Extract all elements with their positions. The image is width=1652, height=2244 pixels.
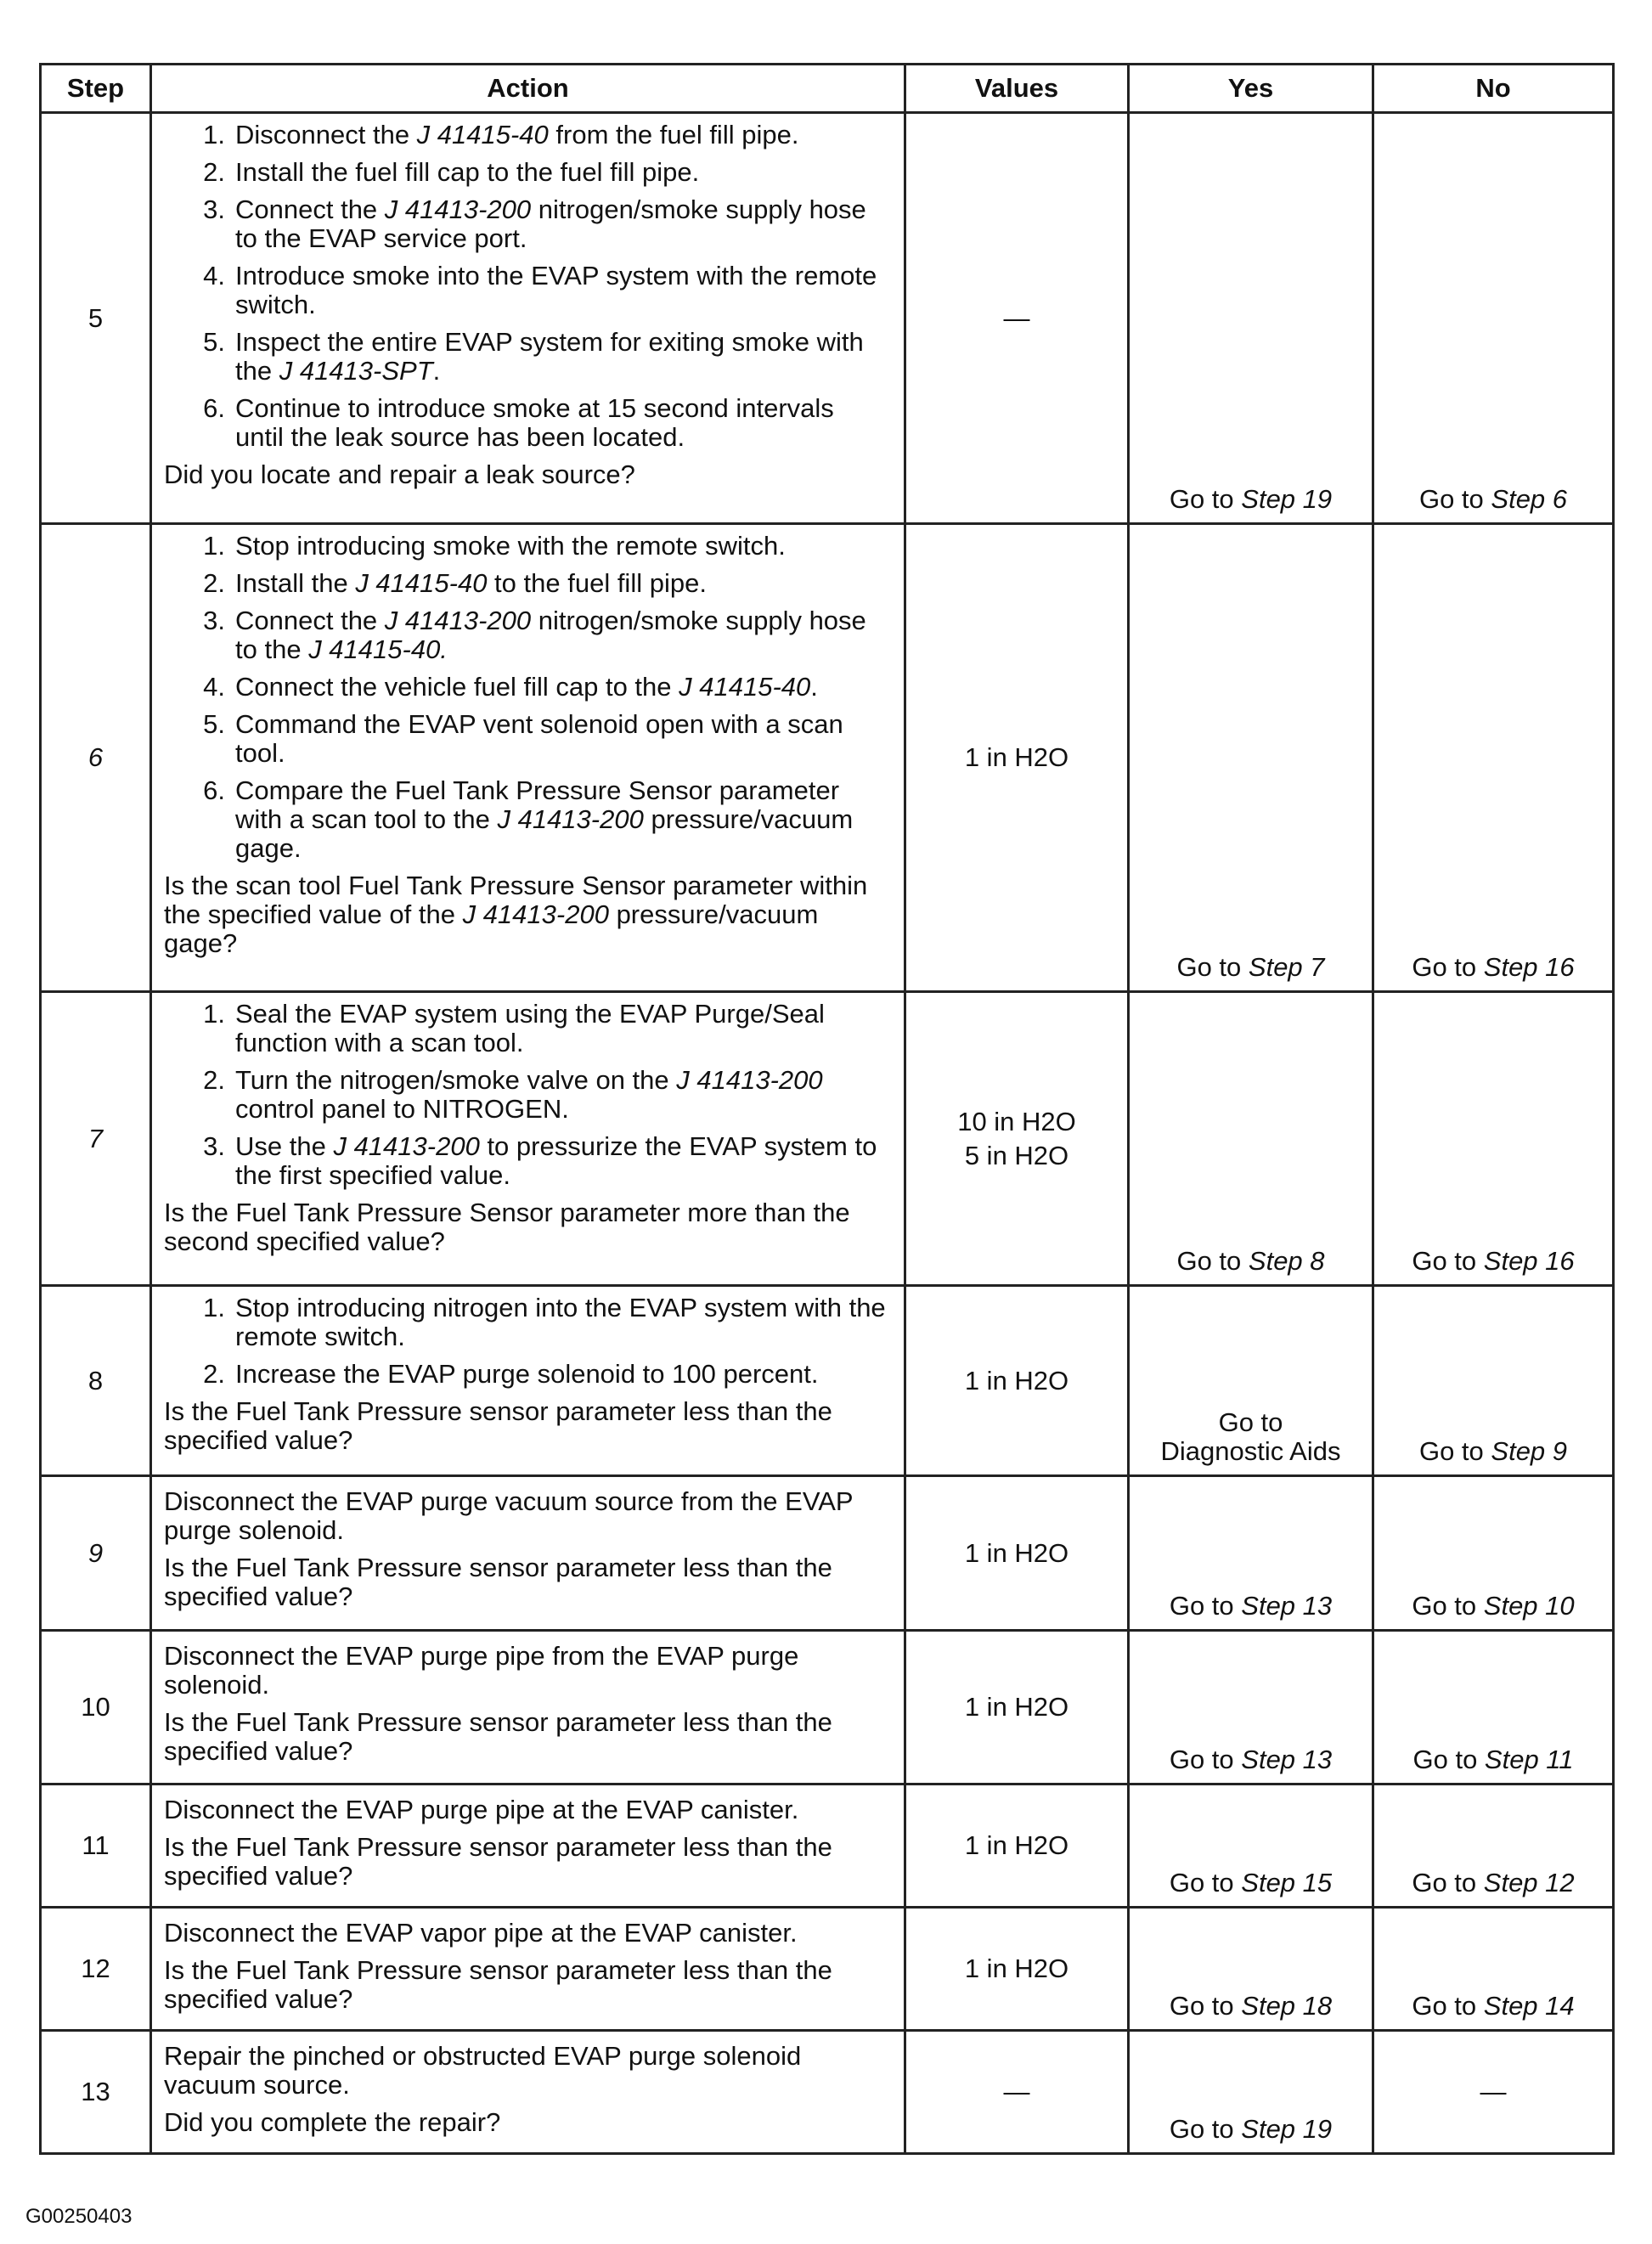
list-item: 4. Introduce smoke into the EVAP system with the remote switch.: [203, 261, 877, 319]
action-cell: [151, 2031, 905, 2154]
table-row: [41, 1784, 1614, 1908]
no-cell: Go to Step 14: [1373, 1908, 1614, 2031]
action-cell: [151, 1908, 905, 2031]
values-cell: —: [905, 113, 1129, 524]
table-row: [41, 1631, 1614, 1784]
no-cell: Go to Step 11: [1373, 1631, 1614, 1784]
header-row: [41, 65, 1614, 113]
question-text: Is the scan tool Fuel Tank Pressure Sensor parameter within the specified value of the J 41413-200 pressure/vacuum gage?: [164, 871, 868, 958]
no-cell: Go to Step 10: [1373, 1476, 1614, 1631]
no-cell: Go to Step 16: [1373, 524, 1614, 992]
table-row: [41, 2031, 1614, 2154]
action-cell: [151, 1476, 905, 1631]
question-text: Is the Fuel Tank Pressure sensor parameter less than the specified value?: [164, 1832, 832, 1891]
diagnostic-table: [39, 63, 1615, 2155]
question-text: Is the Fuel Tank Pressure Sensor parameter more than the second specified value?: [164, 1198, 850, 1256]
yes-cell: Go to Step 18: [1129, 1908, 1373, 2031]
no-cell: Go to Step 16: [1373, 992, 1614, 1286]
yes-cell: Go to Step 13: [1129, 1631, 1373, 1784]
question-text: Is the Fuel Tank Pressure sensor parameter less than the specified value?: [164, 1707, 832, 1766]
no-cell: —: [1373, 2031, 1614, 2154]
list-item: 1. Seal the EVAP system using the EVAP Purge/Seal function with a scan tool.: [203, 999, 825, 1057]
action-cell: [151, 992, 905, 1286]
values-cell: 1 in H2O: [905, 1784, 1129, 1908]
step-number: 6: [41, 524, 151, 992]
no-cell: Go to Step 12: [1373, 1784, 1614, 1908]
question-text: Did you complete the repair?: [164, 2107, 501, 2137]
action-text: Repair the pinched or obstructed EVAP purge solenoid vacuum source.: [164, 2041, 802, 2100]
question-text: Is the Fuel Tank Pressure sensor parameter less than the specified value?: [164, 1396, 832, 1455]
yes-cell: Go to Step 19: [1129, 2031, 1373, 2154]
no-cell: Go to Step 6: [1373, 113, 1614, 524]
step-number: 11: [41, 1784, 151, 1908]
yes-cell: Go to Step 13: [1129, 1476, 1373, 1631]
values-cell: 1 in H2O: [905, 1286, 1129, 1476]
table-row: [41, 113, 1614, 524]
list-item: 6. Continue to introduce smoke at 15 second intervals until the leak source has been located.: [203, 393, 834, 452]
step-number: 9: [41, 1476, 151, 1631]
list-item: 1. Stop introducing nitrogen into the EVAP system with the remote switch.: [203, 1293, 886, 1351]
action-cell: [151, 1784, 905, 1908]
action-text: Disconnect the EVAP purge pipe from the EVAP purge solenoid.: [164, 1641, 799, 1700]
list-item: 4. Connect the vehicle fuel fill cap to the J 41415-40.: [203, 672, 818, 702]
list-item: 3. Use the J 41413-200 to pressurize the EVAP system to the first specified value.: [203, 1131, 877, 1190]
table-row: [41, 524, 1614, 992]
step-number: 12: [41, 1908, 151, 2031]
yes-cell: Go to Step 8: [1129, 992, 1373, 1286]
header-action: Action: [151, 65, 905, 113]
yes-cell: Go to Step 15: [1129, 1784, 1373, 1908]
list-item: 3. Connect the J 41413-200 nitrogen/smoke supply hose to the J 41415-40.: [203, 606, 866, 664]
no-cell: Go to Step 9: [1373, 1286, 1614, 1476]
action-cell: [151, 113, 905, 524]
header-no: No: [1373, 65, 1614, 113]
action-cell: [151, 1286, 905, 1476]
step-number: 7: [41, 992, 151, 1286]
step-number: 5: [41, 113, 151, 524]
action-text: Disconnect the EVAP vapor pipe at the EVAP canister.: [164, 1918, 798, 1948]
table-row: [41, 1476, 1614, 1631]
values-cell: [905, 992, 1129, 1286]
list-item: 2. Install the J 41415-40 to the fuel fill pipe.: [203, 568, 707, 598]
list-item: 1. Disconnect the J 41415-40 from the fuel fill pipe.: [203, 120, 799, 149]
table-row: [41, 1286, 1614, 1476]
action-text: Disconnect the EVAP purge vacuum source from the EVAP purge solenoid.: [164, 1486, 854, 1545]
values-cell: 1 in H2O: [905, 524, 1129, 992]
action-cell: [151, 524, 905, 992]
table-row: [41, 992, 1614, 1286]
step-number: 10: [41, 1631, 151, 1784]
header-values: Values: [905, 65, 1129, 113]
step-number: 13: [41, 2031, 151, 2154]
values-cell: 1 in H2O: [905, 1631, 1129, 1784]
list-item: 3. Connect the J 41413-200 nitrogen/smoke supply hose to the EVAP service port.: [203, 195, 866, 253]
header-step: Step: [41, 65, 151, 113]
values-cell: 1 in H2O: [905, 1476, 1129, 1631]
list-item: 6. Compare the Fuel Tank Pressure Sensor parameter with a scan tool to the J 41413-200 pressure/vacuum gage.: [203, 775, 854, 863]
value-line: 5 in H2O: [964, 1140, 1069, 1170]
step-number: 8: [41, 1286, 151, 1476]
question-text: Is the Fuel Tank Pressure sensor parameter less than the specified value?: [164, 1955, 832, 2014]
figure-id: G00250403: [25, 2205, 132, 2228]
yes-cell: Go to Step 19: [1129, 113, 1373, 524]
list-item: 2. Install the fuel fill cap to the fuel fill pipe.: [203, 157, 700, 187]
value-line: 10 in H2O: [957, 1106, 1076, 1136]
values-cell: —: [905, 2031, 1129, 2154]
question-text: Did you locate and repair a leak source?: [164, 460, 635, 489]
yes-cell: Go to Step 7: [1129, 524, 1373, 992]
list-item: 5. Inspect the entire EVAP system for exiting smoke with the J 41413-SPT.: [203, 327, 864, 386]
list-item: 5. Command the EVAP vent solenoid open with a scan tool.: [203, 709, 843, 768]
values-cell: 1 in H2O: [905, 1908, 1129, 2031]
list-item: 2. Turn the nitrogen/smoke valve on the J 41413-200 control panel to NITROGEN.: [203, 1065, 823, 1124]
list-item: 1. Stop introducing smoke with the remote switch.: [203, 531, 786, 561]
header-yes: Yes: [1129, 65, 1373, 113]
action-text: Disconnect the EVAP purge pipe at the EVAP canister.: [164, 1795, 799, 1824]
question-text: Is the Fuel Tank Pressure sensor parameter less than the specified value?: [164, 1553, 832, 1611]
action-cell: [151, 1631, 905, 1784]
yes-cell: Go to Diagnostic Aids: [1129, 1286, 1373, 1476]
list-item: 2. Increase the EVAP purge solenoid to 100 percent.: [203, 1359, 819, 1389]
table-row: [41, 1908, 1614, 2031]
